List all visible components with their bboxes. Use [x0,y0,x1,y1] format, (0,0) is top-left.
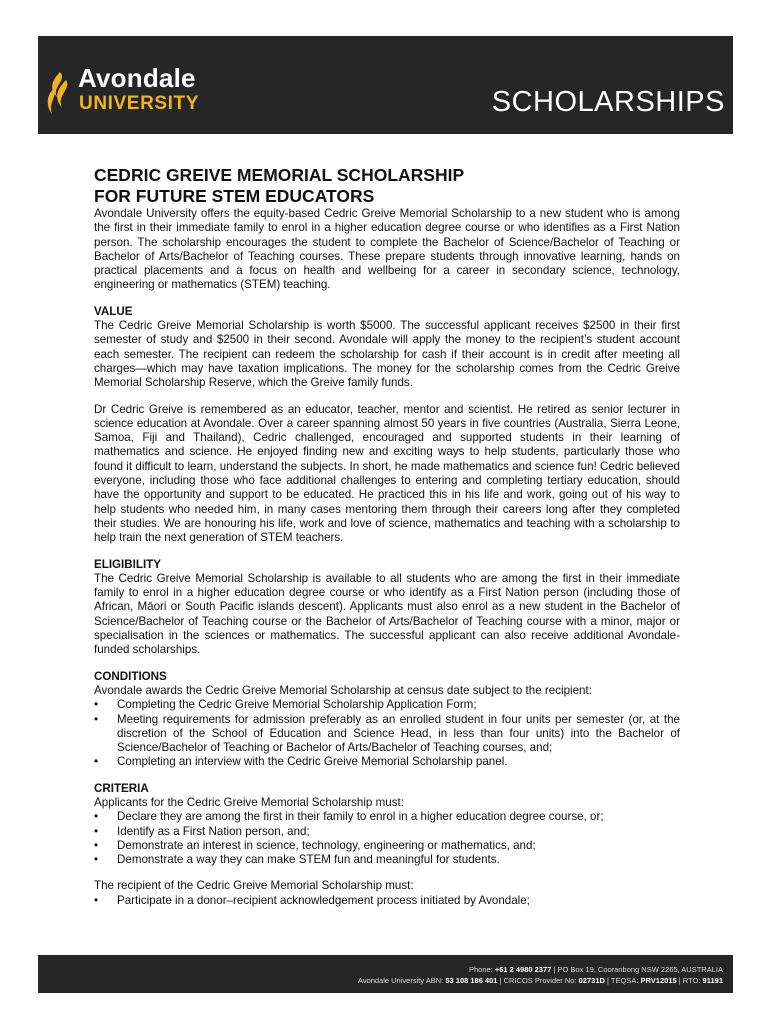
flame-icon [46,70,74,116]
criteria-intro: Applicants for the Cedric Greive Memorial Scholarship must: [94,795,404,809]
value-heading: VALUE [94,304,133,318]
logo-wordmark: Avondale [78,63,196,93]
list-item: • Declare they are among the first in their family to enrol in a higher education degree course, or; [94,810,680,824]
header-title: SCHOLARSHIPS [491,86,725,118]
recipient-intro: The recipient of the Cedric Greive Memorial Scholarship must: [94,879,414,893]
value-paragraph: The Cedric Greive Memorial Scholarship is worth $5000. The successful applicant receives $2500 in their first semester of study and $2500 in their second. Avondale will apply the money to the recipient’s student account each semester. The recipient can redeem the scholarship for cash if their account is in credit after meeting all charges—which may have taxation implications. The money for the scholarship comes from the Cedric Greive Memorial Scholarship Reserve, which the Greive family funds. [94,319,680,390]
postal-address: PO Box 19, Cooranbong NSW 2265, AUSTRALIA [557,965,723,974]
list-item: • Completing an interview with the Cedric Greive Memorial Scholarship panel. [94,755,680,769]
conditions-list [94,698,680,769]
logo-subtitle: UNIVERSITY [79,93,200,114]
list-item: • Meeting requirements for admission preferably as an enrolled student in four units per semester (or, at the discretion of the School of Education and Science Head, in less than four units) into the Bachelor of Science/Bachelor of Teaching or Bachelor of Arts/Bachelor of Teaching courses, and; [94,713,680,756]
rto-value: 91191 [702,976,723,985]
phone-number: +61 2 4980 2377 [494,965,552,974]
document-title [94,165,680,207]
list-item: • Demonstrate a way they can make STEM fun and meaningful for students. [94,853,680,867]
list-item: • Completing the Cedric Greive Memorial Scholarship Application Form; [94,698,680,712]
bio-paragraph: Dr Cedric Greive is remembered as an educator, teacher, mentor and scientist. He retired as senior lecturer in science education at Avondale. Over a career spanning almost 50 years in five countries (Australia, Sierra Leone, Samoa, Fiji and Thailand), Cedric challenged, encouraged and supported students in their learning of mathematics and science. He enjoyed finding new and exciting ways to help students, particularly those who found it difficult to learn, understand the subjects. In short, he made mathematics and science fun! Cedric believed everyone, including those who face additional challenges to entering and completing tertiary education, should have the opportunity and support to be educated. He practiced this in his life and work, going out of his way to help students who needed him, in many cases mentoring them through their careers long after they completed their studies. We are honouring his life, work and love of science, mathematics and teaching with a scholarship to help train the next generation of STEM teachers. [94,402,680,545]
criteria-list [94,810,680,867]
conditions-intro: Avondale awards the Cedric Greive Memorial Scholarship at census date subject to the recipient: [94,683,592,697]
abn-value: 53 108 186 401 [445,976,498,985]
list-item: • Identify as a First Nation person, and; [94,825,680,839]
phone-label: Phone: [468,965,493,974]
list-item: • Participate in a donor–recipient acknowledgement process initiated by Avondale; [94,894,680,908]
list-item: • Demonstrate an interest in science, technology, engineering or mathematics, and; [94,839,680,853]
eligibility-heading: ELIGIBILITY [94,557,161,571]
footer-contact-line: Phone: +61 2 4980 2377 | PO Box 19, Cooranbong NSW 2265, AUSTRALIA [468,965,723,974]
intro-paragraph: Avondale University offers the equity-based Cedric Greive Memorial Scholarship to a new student who is among the first in their immediate family to enrol in a higher education degree course or who identifies as a First Nation person. The scholarship encourages the student to complete the Bachelor of Science/Bachelor of Teaching or Bachelor of Arts/Bachelor of Teaching courses. These prepare students through innovative learning, hands on practical placements and a focus on health and wellbeing for a career in secondary science, technology, engineering or mathematics (STEM) teaching. [94,207,680,292]
document-body [94,165,680,908]
page-header [38,36,733,134]
conditions-heading: CONDITIONS [94,669,167,683]
cricos-value: 02731D [578,976,605,985]
teqsa-label: TEQSA: [610,976,639,985]
page-footer [38,955,733,993]
teqsa-value: PRV12015 [640,976,677,985]
rto-label: RTO: [682,976,701,985]
title-line-2: FOR FUTURE STEM EDUCATORS [94,186,375,206]
cricos-label: CRICOS Provider No: [503,976,577,985]
eligibility-paragraph: The Cedric Greive Memorial Scholarship is available to all students who are among the first in their immediate family to enrol in a higher education degree course or who identify as a First Nation person (including those of African, Māori or South Pacific islands descent). Applicants must also enrol as a new student in the Bachelor of Science/Bachelor of Teaching course or the Bachelor of Arts/Bachelor of Teaching course with a minor, major or specialisation in the sciences or mathematics. The successful applicant can also receive additional Avondale-funded scholarships. [94,571,680,657]
footer-registration-line: Avondale University ABN: 53 108 186 401 | CRICOS Provider No: 02731D | TEQSA: PRV12015 | RTO: 91191 [357,976,723,985]
recipient-list [94,894,680,908]
title-line-1: CEDRIC GREIVE MEMORIAL SCHOLARSHIP [94,165,465,185]
abn-label: Avondale University ABN: [357,976,444,985]
criteria-heading: CRITERIA [94,781,149,795]
